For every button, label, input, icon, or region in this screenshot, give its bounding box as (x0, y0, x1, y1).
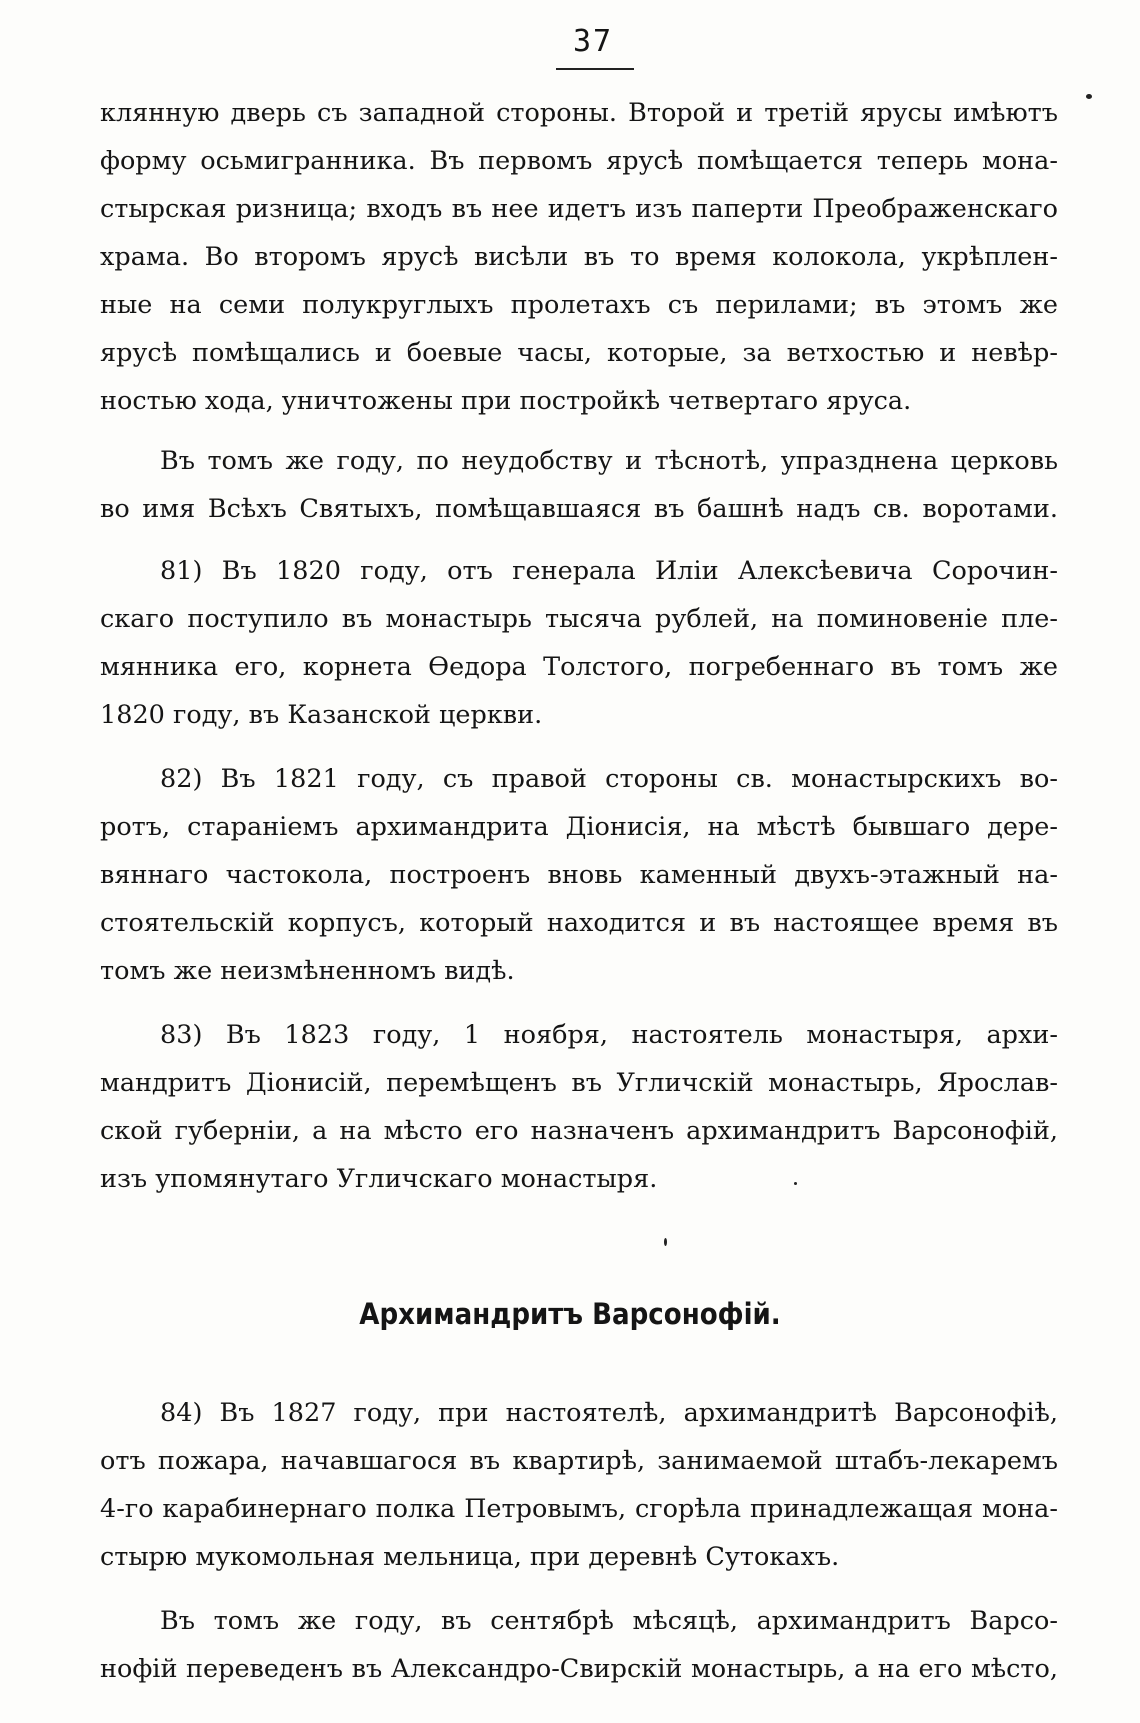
text-line: мянника его, корнета Ѳедора Толстого, погребеннаго въ томъ же (100, 652, 1058, 682)
scan-speck (664, 1238, 667, 1246)
text-line: 1820 году, въ Казанской церкви. (100, 700, 543, 730)
text-line: скаго поступило въ монастырь тысяча рублей, на поминовеніе пле- (100, 604, 1058, 634)
text-line: отъ пожара, начавшагося въ квартирѣ, занимаемой штабъ-лекаремъ (100, 1446, 1058, 1476)
page-number-underline (556, 68, 634, 70)
text-line: 84) Въ 1827 году, при настоятелѣ, архимандритѣ Варсонофіѣ, (160, 1398, 1058, 1428)
text-line: Въ томъ же году, по неудобству и тѣснотѣ, упразднена церковь (160, 446, 1058, 476)
text-line: ные на семи полукруглыхъ пролетахъ съ перилами; въ этомъ же (100, 290, 1058, 320)
text-line: храма. Во второмъ ярусѣ висѣли въ то время колокола, укрѣплен- (100, 242, 1058, 272)
text-line: форму осьмигранника. Въ первомъ ярусѣ помѣщается теперь мона- (100, 146, 1058, 176)
section-heading: Архимандритъ Варсонофій. (359, 1297, 781, 1331)
text-line: вяннаго частокола, построенъ вновь каменный двухъ-этажный на- (100, 860, 1058, 890)
page-number: 37 (572, 24, 614, 59)
text-line: ротъ, стараніемъ архимандрита Діонисія, на мѣстѣ бывшаго дере- (100, 812, 1058, 842)
text-line: 83) Въ 1823 году, 1 ноября, настоятель монастыря, архи- (160, 1020, 1058, 1050)
scan-speck (1086, 94, 1092, 99)
text-line: ской губерніи, а на мѣсто его назначенъ архимандритъ Варсонофій, (100, 1116, 1058, 1146)
scan-speck (794, 1182, 797, 1185)
text-line: 82) Въ 1821 году, съ правой стороны св. монастырскихъ во- (160, 764, 1058, 794)
text-line: нофій переведенъ въ Александро-Свирскій монастырь, а на его мѣсто, (100, 1654, 1058, 1684)
text-line: 81) Въ 1820 году, отъ генерала Иліи Алексѣевича Сорочин- (160, 556, 1058, 586)
text-line: стырская ризница; входъ въ нее идетъ изъ паперти Преображенскаго (100, 194, 1058, 224)
text-line: мандритъ Діонисій, перемѣщенъ въ Угличскій монастырь, Ярослав- (100, 1068, 1058, 1098)
text-line: томъ же неизмѣненномъ видѣ. (100, 956, 515, 986)
text-line: стырю мукомольная мельница, при деревнѣ Сутокахъ. (100, 1542, 840, 1572)
text-line: изъ упомянутаго Угличскаго монастыря. (100, 1164, 658, 1194)
text-line: клянную дверь съ западной стороны. Второй и третій ярусы имѣютъ (100, 98, 1058, 128)
text-line: ностью хода, уничтожены при постройкѣ четвертаго яруса. (100, 386, 912, 416)
text-line: 4-го карабинернаго полка Петровымъ, сгорѣла принадлежащая мона- (100, 1494, 1058, 1524)
text-line: ярусѣ помѣщались и боевые часы, которые, за ветхостью и невѣр- (100, 338, 1058, 368)
text-line: стоятельскій корпусъ, который находится и въ настоящее время въ (100, 908, 1058, 938)
text-line: во имя Всѣхъ Святыхъ, помѣщавшаяся въ башнѣ надъ св. воротами. (100, 494, 1058, 524)
text-line: Въ томъ же году, въ сентябрѣ мѣсяцѣ, архимандритъ Варсо- (160, 1606, 1058, 1636)
